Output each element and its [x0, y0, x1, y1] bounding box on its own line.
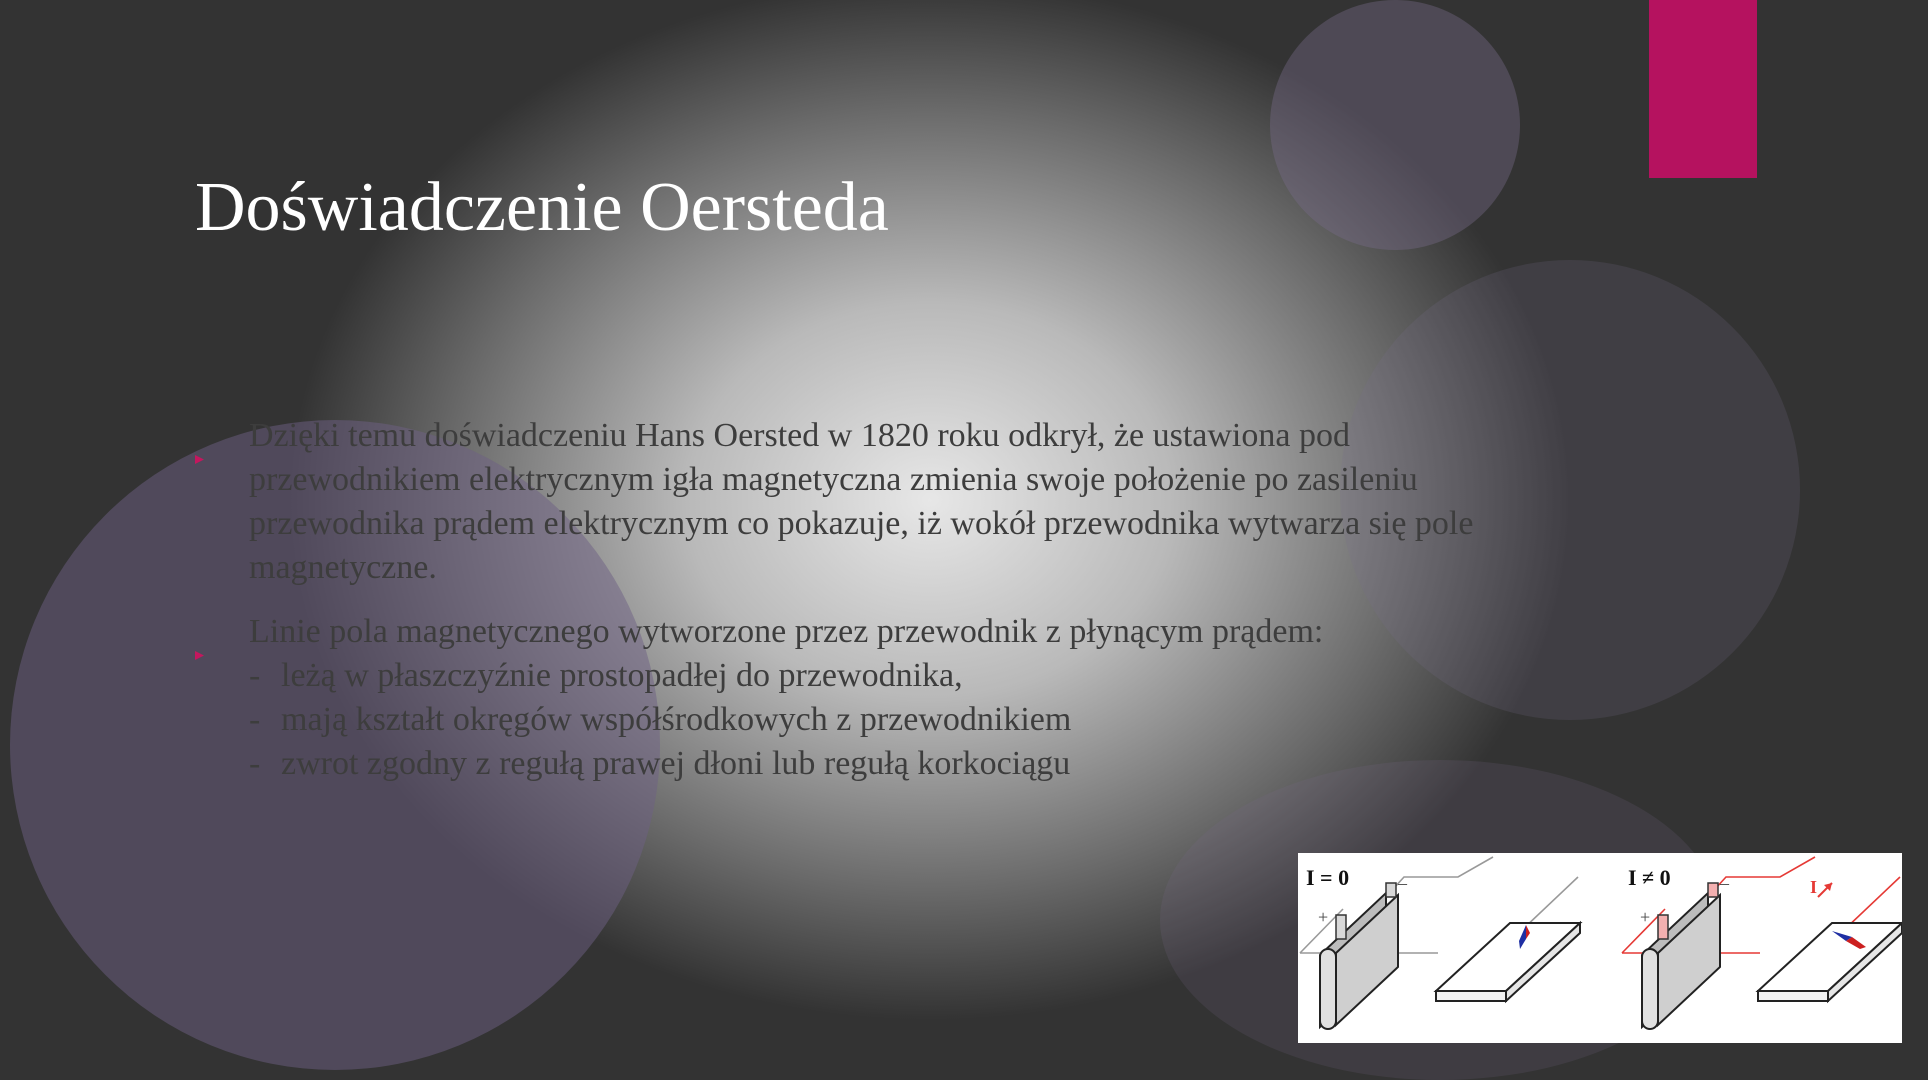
- sub-list-text: mają kształt okręgów współśrodkowych z przewodnikiem: [281, 701, 1072, 738]
- compass-base: [1436, 923, 1580, 1001]
- current-wire: [1715, 857, 1815, 889]
- slide-content: [195, 414, 1575, 806]
- bullet-line: przewodnikiem elektrycznym igła magnetyczna zmienia swoje położenie po zasileniu: [249, 461, 1418, 498]
- battery-icon: [1318, 873, 1408, 1029]
- sub-list-item: [249, 742, 1575, 786]
- sub-list-text: leżą w płaszczyźnie prostopadłej do przewodnika,: [281, 657, 963, 694]
- triangle-bullet-icon: [195, 432, 204, 441]
- sub-list-text: zwrot zgodny z regułą prawej dłoni lub regułą korkociągu: [281, 745, 1071, 782]
- sub-list-item: [249, 698, 1575, 742]
- dash-marker: -: [249, 657, 261, 694]
- current-label: I: [1810, 877, 1818, 897]
- label-with-current: I ≠ 0: [1628, 865, 1671, 890]
- bullet-line: przewodnika prądem elektrycznym co pokazuje, iż wokół przewodnika wytwarza się pole: [249, 505, 1474, 542]
- minus-sign: –: [1720, 873, 1729, 893]
- accent-bar: [1649, 0, 1757, 178]
- dash-marker: -: [249, 745, 261, 782]
- bullet-line: Linie pola magnetycznego wytworzone przez przewodnik z płynącym prądem:: [249, 613, 1324, 650]
- bullet-line: Dzięki temu doświadczeniu Hans Oersted w 1820 roku odkrył, że ustawiona pod: [249, 417, 1350, 454]
- minus-sign: –: [1398, 873, 1407, 893]
- background-bubble: [1270, 0, 1520, 250]
- wire: [1393, 857, 1493, 889]
- sub-list-item: [249, 654, 1575, 698]
- triangle-bullet-icon: [195, 628, 204, 637]
- slide-title: Doświadczenie Oersteda: [195, 169, 889, 246]
- plus-sign: +: [1318, 907, 1329, 927]
- bullet-item: [195, 610, 1575, 786]
- label-no-current: I = 0: [1306, 865, 1350, 890]
- diagram-panel-no-current: [1300, 857, 1580, 1029]
- plus-sign: +: [1640, 907, 1651, 927]
- dash-marker: -: [249, 701, 261, 738]
- battery-icon: [1640, 873, 1730, 1029]
- oersted-experiment-diagram: [1298, 853, 1902, 1043]
- compass-base: [1758, 923, 1902, 1001]
- diagram-panel-with-current: [1622, 857, 1902, 1029]
- bullet-line: magnetyczne.: [249, 549, 437, 586]
- bullet-item: [195, 414, 1575, 590]
